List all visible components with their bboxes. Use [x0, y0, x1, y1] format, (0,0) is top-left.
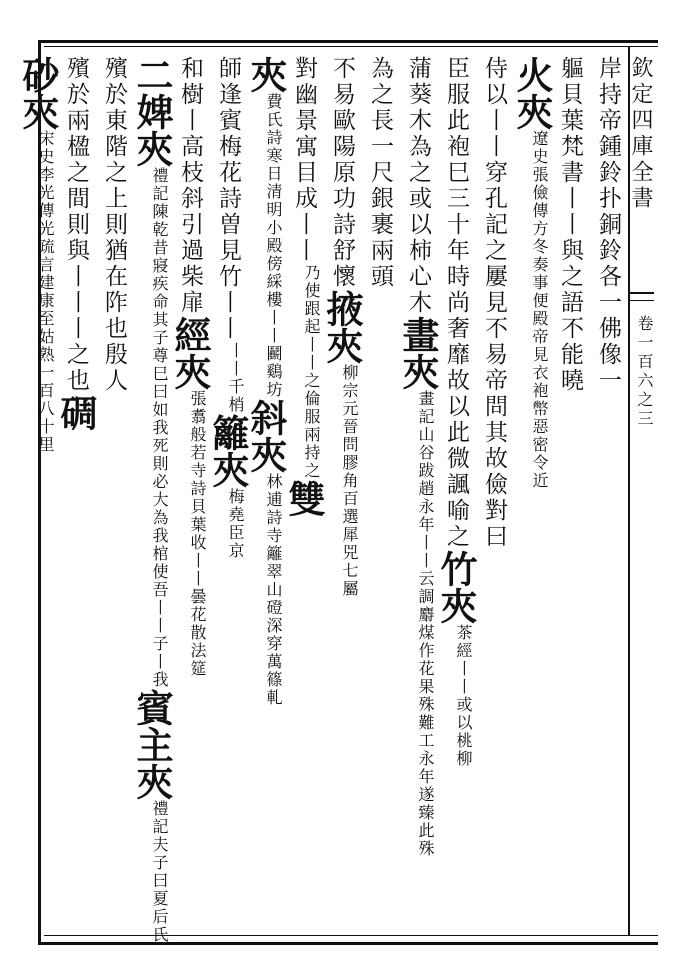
body-text: 師逢賓梅花詩曽見竹丨丨	[215, 56, 241, 342]
body-text: 和樹丨高枝斜引過柴扉	[177, 56, 203, 316]
text-column	[96, 56, 131, 394]
annotation-text: 乃使跟起丨丨之倫服兩持之	[302, 264, 321, 480]
entry-heading: 砂夾	[16, 56, 60, 130]
text-column	[552, 56, 587, 394]
text-column	[206, 56, 250, 560]
text-column	[396, 56, 440, 858]
volume-label: 卷一百六之三	[635, 315, 654, 429]
text-column	[510, 56, 554, 490]
body-text: 殯於東階之上則猶在阼也殷人	[101, 56, 127, 394]
annotation-text: 禮記陳乾昔寢疾命其子尊巳曰如我死則必大為我棺使吾丨丨子丨我	[150, 167, 169, 689]
text-column	[434, 56, 478, 768]
text-column	[282, 56, 326, 517]
body-text: 為之長一尺銀裹兩頭	[367, 56, 393, 290]
margin-divider-thin	[630, 300, 654, 301]
text-column	[362, 56, 397, 290]
annotation-text: 畫記山谷跋趙永年丨丨云調麝煤作花果殊難工永年遂臻此殊	[416, 390, 435, 858]
annotation-text: 梅堯臣京	[226, 488, 245, 560]
text-column	[590, 56, 625, 394]
annotation-text: 林逋詩寺籬翠山磴深穿萬篠軋	[264, 473, 283, 707]
text-column	[54, 56, 98, 431]
entry-heading: 籬夾	[206, 414, 250, 488]
entry-heading: 火夾	[510, 56, 554, 130]
text-column	[476, 56, 511, 550]
book-title: 欽定四庫全書	[628, 56, 653, 212]
body-text: 對幽景寓目成丨丨	[291, 56, 317, 264]
body-text: 不易歐陽原功詩舒懷	[329, 56, 355, 290]
annotation-text: 遼史張儉傳方冬奏事便殿帝見衣袍幣惡密令近	[530, 130, 549, 490]
margin-divider	[630, 292, 654, 294]
entry-heading: 夾	[244, 56, 288, 93]
annotation-text: 禮記夫子曰夏后氏	[150, 800, 169, 944]
entry-heading: 二婢夾	[130, 56, 174, 167]
entry-heading: 畫夾	[396, 316, 440, 390]
annotation-text: 丨丨千梢	[226, 342, 245, 414]
entry-heading: 碉	[54, 394, 98, 431]
body-text: 蒲葵木為之或以柿心木	[405, 56, 431, 316]
body-text: 岸持帝鍾鈴扑銅鈴各一佛像一	[595, 56, 621, 394]
entry-heading: 經夾	[168, 316, 212, 390]
annotation-text: 張翥般若寺詩貝葉收丨丨曇花散法筵	[188, 390, 207, 678]
text-column	[168, 56, 212, 678]
annotation-text: 宋史李光傳光疏言建康至姑熟一百八十里	[36, 130, 55, 454]
annotation-text: 費氏詩寒日清明小殿傍綵樓丨丨鬬鷄坊	[264, 93, 283, 399]
body-text: 殯於兩楹之間則與丨丨丨之也	[63, 56, 89, 394]
body-text: 臣服此袍巳三十年時尚奢靡故以此微諷喻之	[443, 56, 469, 550]
annotation-text: 柳宗元晉問膠角百選犀兕七屬	[340, 364, 359, 598]
text-column	[130, 56, 174, 944]
text-column	[320, 56, 364, 598]
text-column	[16, 56, 60, 454]
entry-heading: 賓主夾	[130, 689, 174, 800]
entry-heading: 掖夾	[320, 290, 364, 364]
annotation-text: 茶經丨丨或以桃柳	[454, 624, 473, 768]
top-rule	[44, 46, 658, 47]
text-column	[244, 56, 288, 707]
entry-heading: 斜夾	[244, 399, 288, 473]
body-text: 軀貝葉梵書丨丨與之語不能曉	[557, 56, 583, 394]
entry-heading: 竹夾	[434, 550, 478, 624]
body-text: 侍以丨丨穿孔記之屢見不易帝問其故儉對曰	[481, 56, 507, 550]
entry-heading: 雙	[282, 480, 326, 517]
